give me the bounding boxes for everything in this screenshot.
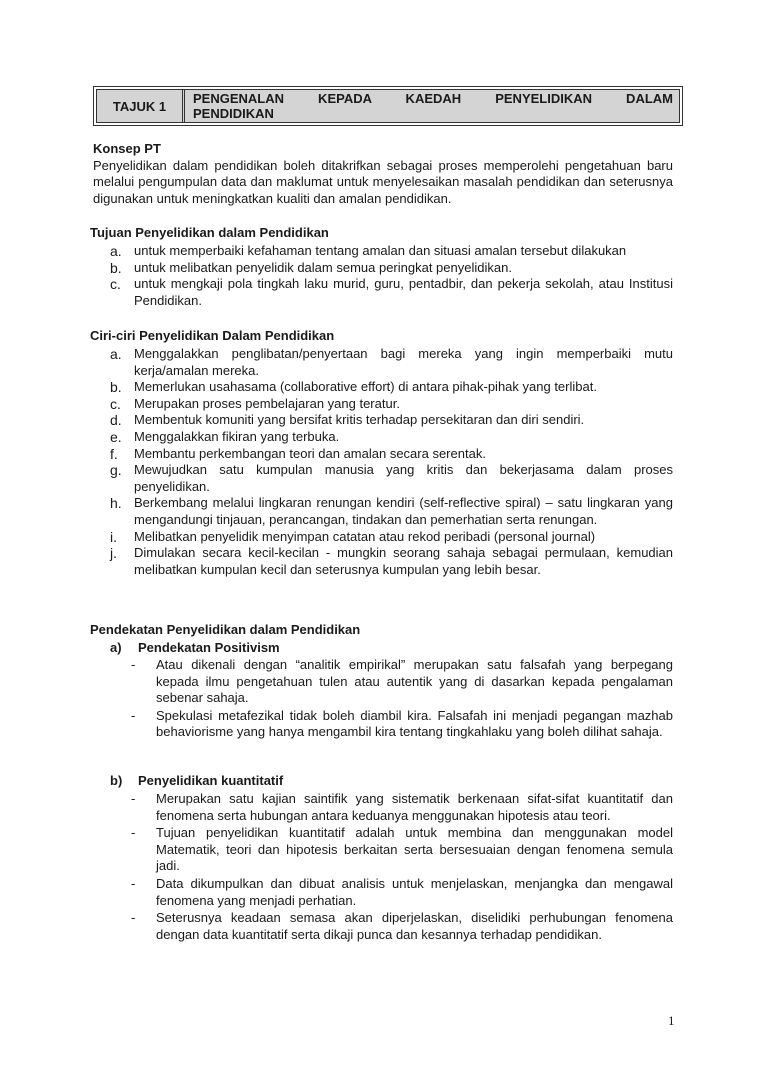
- list-text: Dimulakan secara kecil-kecilan - mungkin seorang sahaja sebagai permulaan, kemudian melibatkan kumpulan kecil dan seterusnya kumpulan yang lebih besar.: [134, 545, 673, 577]
- list-item: [131, 708, 673, 741]
- list-text: untuk melibatkan penyelidik dalam semua peringkat penyelidikan.: [134, 259, 512, 275]
- pendekatan-b-heading: [110, 773, 283, 788]
- dash-bullet: -: [131, 707, 136, 723]
- list-item: [131, 876, 673, 909]
- konsep-title: Konsep PT: [93, 141, 161, 156]
- dash-bullet: -: [131, 825, 136, 841]
- list-item: [110, 346, 673, 379]
- list-text: Merupakan proses pembelajaran yang teratur.: [134, 395, 400, 411]
- dash-bullet: -: [131, 875, 136, 891]
- list-text: Mewujudkan satu kumpulan manusia yang kritis dan bekerjasama dalam proses penyelidikan.: [134, 462, 673, 494]
- list-text: Tujuan penyelidikan kuantitatif adalah untuk membina dan menggunakan model Matematik, teori dan hipotesis berkaitan serta bersesuaian dengan fenomena semula jadi.: [156, 825, 673, 874]
- subsection-label: b): [110, 773, 123, 788]
- list-item: [110, 495, 673, 528]
- pendekatan-b-list: [131, 791, 673, 944]
- konsep-body: Penyelidikan dalam pendidikan boleh ditakrifkan sebagai proses memperolehi pengetahuan baru melalui pengumpulan data dan maklumat untuk menyelesaikan masalah pendidikan dan seterusnya digunakan untuk meningkatkan kualiti dan amalan pendidikan.: [93, 157, 673, 206]
- pendekatan-a-heading: [110, 640, 280, 655]
- topic-tag: TAJUK 1: [97, 90, 185, 122]
- dash-bullet: -: [131, 910, 136, 926]
- subsection-title: Pendekatan Positivism: [138, 640, 280, 655]
- list-label: b.: [110, 379, 122, 396]
- topic-title-line-1: PENGENALAN KEPADA KAEDAH PENYELIDIKAN DALAM: [193, 91, 673, 106]
- list-item: [131, 657, 673, 707]
- topic-header-box: [93, 86, 683, 126]
- list-item: [110, 545, 673, 578]
- konsep-section: [93, 141, 673, 207]
- pendekatan-title: Pendekatan Penyelidikan dalam Pendidikan: [90, 622, 361, 637]
- list-label: e.: [110, 428, 122, 445]
- list-label: b.: [110, 259, 122, 276]
- list-label: c.: [110, 395, 121, 412]
- list-label: a.: [110, 243, 122, 259]
- list-item: [131, 825, 673, 875]
- list-text: Berkembang melalui lingkaran renungan kendiri (self-reflective spiral) – satu lingkaran yang mengandungi tinjauan, perancangan, tindakan dan pemerhatian serta renungan.: [134, 495, 673, 527]
- pendekatan-a-list: [131, 657, 673, 742]
- dash-bullet: -: [131, 791, 136, 806]
- list-label: a.: [110, 346, 122, 362]
- tujuan-title: Tujuan Penyelidikan dalam Pendidikan: [90, 225, 329, 240]
- list-text: Menggalakkan penglibatan/penyertaan bagi mereka yang ingin memperbaiki mutu kerja/amalan mereka.: [134, 346, 673, 378]
- topic-title: [185, 90, 679, 122]
- list-label: g.: [110, 462, 122, 479]
- topic-title-line-2: PENDIDIKAN: [193, 106, 274, 121]
- list-text: Melibatkan penyelidik menyimpan catatan atau rekod peribadi (personal journal): [134, 528, 596, 544]
- list-item: [110, 260, 673, 277]
- list-text: Spekulasi metafezikal tidak boleh diambil kira. Falsafah ini menjadi pegangan mazhab behaviorisme yang hanya mengambil kira tentang tingkahlaku yang boleh dilihat sahaja.: [156, 707, 673, 740]
- list-item: [110, 429, 673, 446]
- list-item: [110, 396, 673, 413]
- list-text: Membentuk komuniti yang bersifat kritis terhadap persekitaran dan diri sendiri.: [134, 412, 585, 428]
- list-item: [131, 791, 673, 824]
- list-text: untuk mengkaji pola tingkah laku murid, guru, pentadbir, dan pekerja sekolah, atau Institusi Pendidikan.: [134, 276, 673, 308]
- list-label: d.: [110, 412, 122, 429]
- list-item: [110, 529, 673, 546]
- subsection-label: a): [110, 640, 122, 655]
- list-label: c.: [110, 276, 121, 293]
- list-text: Memerlukan usahasama (collaborative effort) di antara pihak-pihak yang terlibat.: [134, 379, 597, 395]
- list-item: [110, 243, 673, 260]
- ciri-title: Ciri-ciri Penyelidikan Dalam Pendidikan: [90, 328, 335, 343]
- list-label: h.: [110, 495, 122, 512]
- list-text: Merupakan satu kajian saintifik yang sistematik berkenaan sifat-sifat kuantitatif dan fenomena serta hubungan antara keduanya menggunakan hipotesis atau teori.: [156, 791, 673, 823]
- list-item: [110, 276, 673, 309]
- list-item: [110, 412, 673, 429]
- dash-bullet: -: [131, 657, 136, 672]
- list-item: [110, 446, 673, 463]
- page-number: 1: [668, 1013, 675, 1028]
- list-item: [110, 379, 673, 396]
- topic-header-inner: [96, 89, 680, 123]
- list-text: Data dikumpulkan dan dibuat analisis untuk menjelaskan, menjangka dan mengawal fenomena yang menjadi perhatian.: [156, 875, 673, 908]
- ciri-list: [110, 346, 673, 578]
- list-item: [131, 910, 673, 943]
- list-text: Menggalakkan fikiran yang terbuka.: [134, 428, 340, 444]
- list-label: f.: [110, 445, 118, 462]
- list-label: j.: [110, 545, 117, 562]
- list-label: i.: [110, 528, 117, 545]
- subsection-title: Penyelidikan kuantitatif: [138, 773, 284, 788]
- tujuan-list: [110, 243, 673, 309]
- list-text: untuk memperbaiki kefahaman tentang amalan dan situasi amalan tersebut dilakukan: [134, 243, 627, 258]
- list-item: [110, 462, 673, 495]
- list-text: Membantu perkembangan teori dan amalan secara serentak.: [134, 445, 486, 461]
- list-text: Seterusnya keadaan semasa akan diperjelaskan, diselidiki perhubungan fenomena dengan data kuantitatif serta dikaji punca dan kesannya terhadap pendidikan.: [156, 910, 673, 942]
- list-text: Atau dikenali dengan “analitik empirikal” merupakan satu falsafah yang berpegang kepada ilmu pengetahuan tulen atau autentik yang di dasarkan kepada pengalaman sebenar sahaja.: [156, 657, 673, 706]
